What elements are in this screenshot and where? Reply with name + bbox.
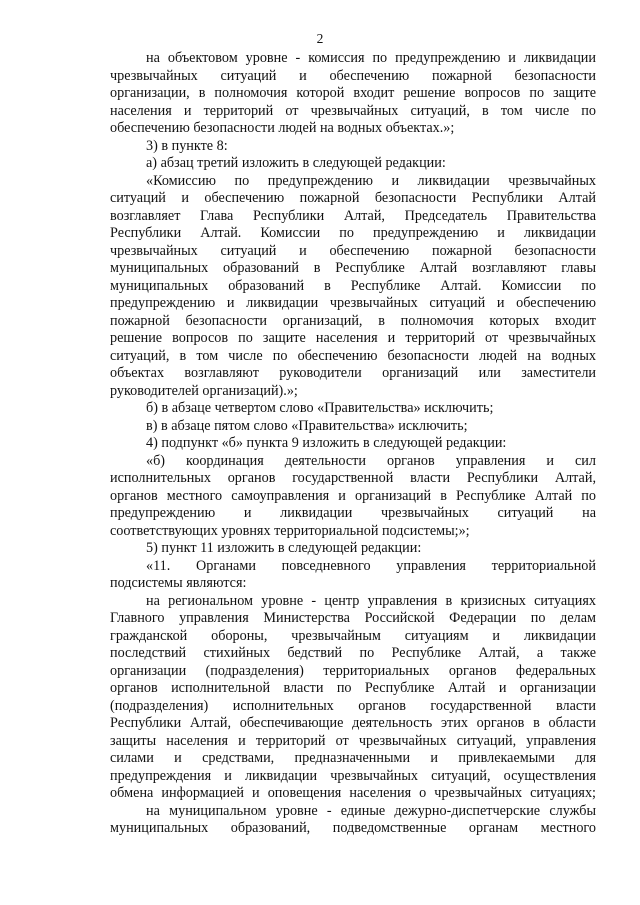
text-line: возглавляет Глава Республики Алтай, Председатель Правительства [110,207,596,224]
text-line: ситуаций и обеспечению пожарной безопасности Республики Алтай [110,190,596,206]
text-line: организации, в полномочия которой входит решение вопросов по защите [110,85,596,101]
text-line: руководителей организаций).»; [110,382,298,399]
text-line: обеспечению безопасности людей на водных объектах.»; [110,120,455,136]
text-line: в) в абзаце пятом слово «Правительства» исключить; [146,417,468,434]
text-line: «11. Органами повседневного управления территориальной [146,557,596,574]
text-line: Главного управления Министерства Российской Федерации по делам [110,610,596,626]
text-line: организации (подразделения) территориальных органов федеральных [110,662,596,679]
text-line: 3) в пункте 8: [146,137,228,154]
text-line: чрезвычайных ситуаций и обеспечению пожарной безопасности [110,67,596,84]
text-line: предупреждению и ликвидации чрезвычайных ситуаций и обеспечению [110,295,596,311]
text-line: объектах возглавляют руководители организаций или заместители [110,365,596,381]
text-line: силами и средствами, предназначенными и привлекаемыми для [110,750,596,766]
text-line: «Комиссию по предупреждению и ликвидации чрезвычайных [146,172,596,189]
text-line: муниципальных образований в Республике Алтай. Комиссии по [110,277,596,294]
text-line: б) в абзаце четвертом слово «Правительства» исключить; [146,400,494,416]
text-line: муниципальных образований в Республике Алтай возглавляют главы [110,260,596,276]
text-line: Республики Алтай, обеспечивающие деятельность этих органов в области [110,715,596,731]
text-line: на муниципальном уровне - единые дежурно-диспетчерские службы [146,802,596,819]
text-line: на объектовом уровне - комиссия по предупреждению и ликвидации [146,50,596,66]
text-line: 4) подпункт «б» пункта 9 изложить в следующей редакции: [146,435,507,451]
text-line: органов исполнительной власти по Республике Алтай и организации [110,680,596,696]
text-line: решение вопросов по защите населения и территорий от чрезвычайных [110,330,596,346]
text-line: на региональном уровне - центр управления в кризисных ситуациях [146,592,596,609]
text-line: чрезвычайных ситуаций и обеспечению пожарной безопасности [110,242,596,259]
text-line: органов местного самоуправления и организаций в Республике Алтай по [110,487,596,504]
text-line: Республики Алтай. Комиссии по предупреждению и ликвидации [110,225,596,241]
text-line: подсистемы являются: [110,575,247,591]
text-line: «б) координация деятельности органов управления и сил [146,452,596,469]
text-line: населения и территорий от чрезвычайных ситуаций, в том числе по [110,102,596,119]
document-body [110,50,596,838]
text-line: муниципальных образований, подведомственные органам местного [110,820,596,836]
text-line: 5) пункт 11 изложить в следующей редакции: [146,540,422,556]
text-line: пожарной безопасности организаций, в полномочия которых входит [110,312,596,329]
text-line: предупреждения и ликвидации чрезвычайных ситуаций, осуществления [110,767,596,784]
text-line: обмена информацией и оповещения населения о чрезвычайных ситуациях; [110,785,596,801]
text-line: гражданской обороны, чрезвычайным ситуациям и ликвидации [110,627,596,644]
text-line: (подразделения) исполнительных органов государственной власти [110,697,596,714]
page-number: 2 [316,31,324,46]
text-line: предупреждению и ликвидации чрезвычайных ситуаций на [110,505,596,521]
text-line: исполнительных органов государственной власти Республики Алтай, [110,470,596,486]
text-line: защиты населения и территорий от чрезвычайных ситуаций, управления [110,732,596,749]
text-line: соответствующих уровнях территориальной подсистемы;»; [110,522,470,539]
text-line: ситуаций, в том числе по обеспечению безопасности людей на водных [110,347,596,364]
text-line: а) абзац третий изложить в следующей редакции: [146,155,446,171]
text-line: последствий стихийных бедствий по Республике Алтай, а также [110,645,596,661]
